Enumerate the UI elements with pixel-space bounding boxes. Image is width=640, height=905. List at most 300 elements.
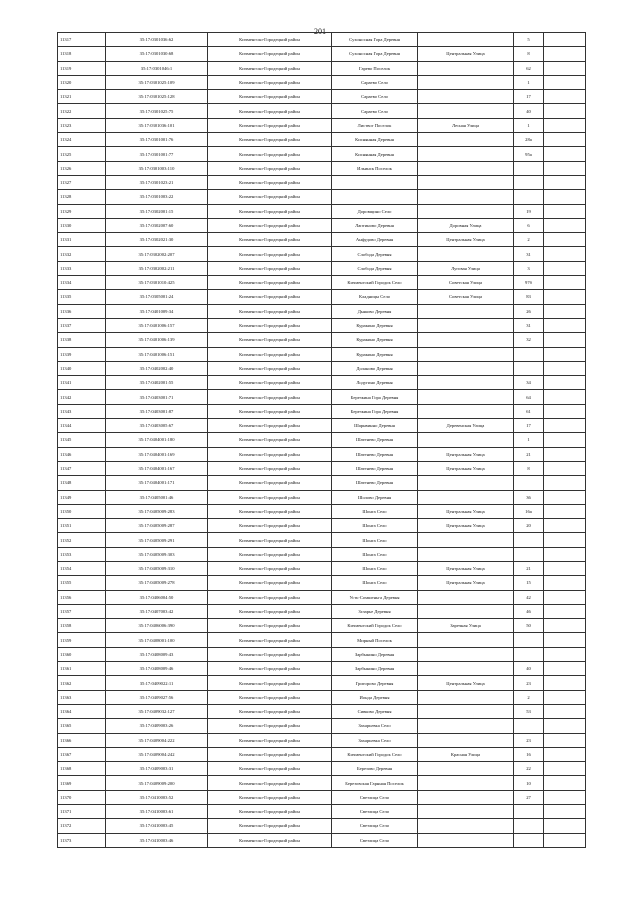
house-number-cell: 40 xyxy=(514,662,544,676)
district-cell: Кичменгско-Городецкий район xyxy=(208,204,332,218)
row-number-cell: 11342 xyxy=(58,390,106,404)
district-cell: Кичменгско-Городецкий район xyxy=(208,504,332,518)
street-cell xyxy=(418,433,514,447)
table-row xyxy=(58,805,586,819)
district-cell: Кичменгско-Городецкий район xyxy=(208,290,332,304)
table-row xyxy=(58,376,586,390)
cadastral-number-cell: 35:17:0402001:55 xyxy=(106,376,208,390)
house-number-cell: 31 xyxy=(514,247,544,261)
table-row xyxy=(58,519,586,533)
house-number-cell: 83 xyxy=(514,290,544,304)
extra-cell xyxy=(544,461,586,475)
street-cell xyxy=(418,690,514,704)
house-number-cell: 97б xyxy=(514,276,544,290)
settlement-cell: Шатенево Деревня xyxy=(332,461,418,475)
house-number-cell: 16а xyxy=(514,504,544,518)
district-cell: Кичменгско-Городецкий район xyxy=(208,33,332,47)
extra-cell xyxy=(544,347,586,361)
settlement-cell: Шатенево Деревня xyxy=(332,447,418,461)
table-row xyxy=(58,147,586,161)
extra-cell xyxy=(544,447,586,461)
street-cell xyxy=(418,633,514,647)
street-cell xyxy=(418,604,514,618)
house-number-cell xyxy=(514,633,544,647)
street-cell xyxy=(418,733,514,747)
table-row xyxy=(58,647,586,661)
settlement-cell: Слобода Деревня xyxy=(332,247,418,261)
extra-cell xyxy=(544,118,586,132)
row-number-cell: 11350 xyxy=(58,504,106,518)
house-number-cell: 2 xyxy=(514,233,544,247)
extra-cell xyxy=(544,576,586,590)
extra-cell xyxy=(544,75,586,89)
table-row xyxy=(58,447,586,461)
house-number-cell xyxy=(514,719,544,733)
cadastral-number-cell: 35:17:0409004:222 xyxy=(106,733,208,747)
table-row xyxy=(58,347,586,361)
street-cell xyxy=(418,762,514,776)
table-row xyxy=(58,476,586,490)
street-cell: Центральная Улица xyxy=(418,519,514,533)
extra-cell xyxy=(544,590,586,604)
row-number-cell: 11327 xyxy=(58,175,106,189)
district-cell: Кичменгско-Городецкий район xyxy=(208,247,332,261)
table-row xyxy=(58,175,586,189)
district-cell: Кичменгско-Городецкий район xyxy=(208,147,332,161)
row-number-cell: 11344 xyxy=(58,419,106,433)
cadastral-number-cell: 35:17:0409032:127 xyxy=(106,704,208,718)
row-number-cell: 11368 xyxy=(58,762,106,776)
settlement-cell: Шонга Село xyxy=(332,561,418,575)
extra-cell xyxy=(544,190,586,204)
extra-cell xyxy=(544,276,586,290)
cadastral-number-cell: 35:17:0404001:180 xyxy=(106,433,208,447)
cadastral-number-cell: 35:17:0302001:15 xyxy=(106,204,208,218)
settlement-cell: Светлица Село xyxy=(332,790,418,804)
table-row xyxy=(58,118,586,132)
house-number-cell: 1 xyxy=(514,75,544,89)
cadastral-number-cell: 35:17:0405009:291 xyxy=(106,533,208,547)
row-number-cell: 11330 xyxy=(58,218,106,232)
house-number-cell: 28а xyxy=(514,133,544,147)
street-cell: Советская Улица xyxy=(418,290,514,304)
settlement-cell: Куракино Деревня xyxy=(332,318,418,332)
district-cell: Кичменгско-Городецкий район xyxy=(208,118,332,132)
house-number-cell: 46 xyxy=(514,604,544,618)
settlement-cell: Дьяково Деревня xyxy=(332,304,418,318)
extra-cell xyxy=(544,33,586,47)
house-number-cell: 26 xyxy=(514,304,544,318)
district-cell: Кичменгско-Городецкий район xyxy=(208,233,332,247)
cadastral-number-cell: 35:17:0405001:46 xyxy=(106,490,208,504)
row-number-cell: 11352 xyxy=(58,533,106,547)
street-cell xyxy=(418,33,514,47)
extra-cell xyxy=(544,47,586,61)
settlement-cell: Зарбынино Деревня xyxy=(332,647,418,661)
table-row xyxy=(58,504,586,518)
settlement-cell: Шонга Село xyxy=(332,504,418,518)
settlement-cell: Усть-Сомшеньга Деревня xyxy=(332,590,418,604)
table-row xyxy=(58,690,586,704)
street-cell: Деревенская Улица xyxy=(418,419,514,433)
table-row xyxy=(58,719,586,733)
extra-cell xyxy=(544,304,586,318)
district-cell: Кичменгско-Городецкий район xyxy=(208,647,332,661)
settlement-cell: Сухоносная Гора Деревня xyxy=(332,47,418,61)
row-number-cell: 11335 xyxy=(58,290,106,304)
district-cell: Кичменгско-Городецкий район xyxy=(208,190,332,204)
row-number-cell: 11325 xyxy=(58,147,106,161)
extra-cell xyxy=(544,833,586,847)
house-number-cell xyxy=(514,361,544,375)
cadastral-number-cell: 35:17:0406006:390 xyxy=(106,619,208,633)
cadastral-number-cell: 35:17:0410003:46 xyxy=(106,833,208,847)
cadastral-number-cell: 35:17:0401006:151 xyxy=(106,347,208,361)
extra-cell xyxy=(544,218,586,232)
district-cell: Кичменгско-Городецкий район xyxy=(208,747,332,761)
cadastral-number-cell: 35:17:0401006:139 xyxy=(106,333,208,347)
extra-cell xyxy=(544,776,586,790)
house-number-cell xyxy=(514,805,544,819)
settlement-cell: Шолово Деревня xyxy=(332,490,418,504)
settlement-cell: Зарбынино Деревня xyxy=(332,662,418,676)
district-cell: Кичменгско-Городецкий район xyxy=(208,218,332,232)
street-cell: Центральная Улица xyxy=(418,676,514,690)
extra-cell xyxy=(544,204,586,218)
house-number-cell: 31 xyxy=(514,318,544,332)
street-cell xyxy=(418,590,514,604)
house-number-cell xyxy=(514,161,544,175)
settlement-cell: Згларье Деревня xyxy=(332,604,418,618)
extra-cell xyxy=(544,762,586,776)
row-number-cell: 11336 xyxy=(58,304,106,318)
row-number-cell: 11369 xyxy=(58,776,106,790)
extra-cell xyxy=(544,805,586,819)
district-cell: Кичменгско-Городецкий район xyxy=(208,819,332,833)
row-number-cell: 11326 xyxy=(58,161,106,175)
cadastral-number-cell: 35:17:0403001:87 xyxy=(106,404,208,418)
cadastral-number-cell: 35:17:0401009:34 xyxy=(106,304,208,318)
table-row xyxy=(58,390,586,404)
street-cell xyxy=(418,75,514,89)
district-cell: Кичменгско-Городецкий район xyxy=(208,361,332,375)
district-cell: Кичменгско-Городецкий район xyxy=(208,490,332,504)
house-number-cell: 15 xyxy=(514,576,544,590)
row-number-cell: 11371 xyxy=(58,805,106,819)
extra-cell xyxy=(544,161,586,175)
page-number: 201 xyxy=(314,27,326,36)
cadastral-number-cell: 35:17:0405009:283 xyxy=(106,504,208,518)
table-row xyxy=(58,819,586,833)
table-row xyxy=(58,161,586,175)
house-number-cell: 17 xyxy=(514,419,544,433)
district-cell: Кичменгско-Городецкий район xyxy=(208,376,332,390)
row-number-cell: 11319 xyxy=(58,61,106,75)
house-number-cell: 19 xyxy=(514,204,544,218)
district-cell: Кичменгско-Городецкий район xyxy=(208,719,332,733)
street-cell xyxy=(418,790,514,804)
district-cell: Кичменгско-Городецкий район xyxy=(208,519,332,533)
row-number-cell: 11343 xyxy=(58,404,106,418)
table-row xyxy=(58,75,586,89)
district-cell: Кичменгско-Городецкий район xyxy=(208,61,332,75)
street-cell xyxy=(418,304,514,318)
extra-cell xyxy=(544,247,586,261)
cadastral-number-cell: 35:17:0410003:61 xyxy=(106,805,208,819)
street-cell xyxy=(418,247,514,261)
cadastral-number-cell: 35:17:0404001:171 xyxy=(106,476,208,490)
extra-cell xyxy=(544,490,586,504)
district-cell: Кичменгско-Городецкий район xyxy=(208,175,332,189)
house-number-cell: 62 xyxy=(514,61,544,75)
cadastral-number-cell: 35:17:0409009:200 xyxy=(106,776,208,790)
district-cell: Кичменгско-Городецкий район xyxy=(208,690,332,704)
settlement-cell: Шатенево Деревня xyxy=(332,433,418,447)
street-cell xyxy=(418,547,514,561)
cadastral-number-cell: 35:17:0401006:157 xyxy=(106,318,208,332)
street-cell xyxy=(418,404,514,418)
cadastral-number-cell: 35:17:0301003:22 xyxy=(106,190,208,204)
row-number-cell: 11360 xyxy=(58,647,106,661)
street-cell xyxy=(418,147,514,161)
extra-cell xyxy=(544,419,586,433)
district-cell: Кичменгско-Городецкий район xyxy=(208,104,332,118)
extra-cell xyxy=(544,533,586,547)
cadastral-number-cell: 35:17:0403001:71 xyxy=(106,390,208,404)
settlement-cell: Шонга Село xyxy=(332,519,418,533)
row-number-cell: 11332 xyxy=(58,247,106,261)
extra-cell xyxy=(544,561,586,575)
table-row xyxy=(58,47,586,61)
extra-cell xyxy=(544,790,586,804)
row-number-cell: 11331 xyxy=(58,233,106,247)
house-number-cell xyxy=(514,547,544,561)
row-number-cell: 11364 xyxy=(58,704,106,718)
district-cell: Кичменгско-Городецкий район xyxy=(208,561,332,575)
table-row xyxy=(58,604,586,618)
row-number-cell: 11338 xyxy=(58,333,106,347)
extra-cell xyxy=(544,175,586,189)
settlement-cell xyxy=(332,190,418,204)
settlement-cell: Шонга Село xyxy=(332,533,418,547)
table-row xyxy=(58,776,586,790)
cadastral-number-cell: 35:17:0301003:110 xyxy=(106,161,208,175)
street-cell xyxy=(418,719,514,733)
cadastral-number-cell: 35:17:0405009:278 xyxy=(106,576,208,590)
settlement-cell: Кичменгский Городок Село xyxy=(332,619,418,633)
cadastral-number-cell: 35:17:0301010:425 xyxy=(106,276,208,290)
settlement-cell: Киснянная Деревня xyxy=(332,133,418,147)
settlement-cell: Шатенево Деревня xyxy=(332,476,418,490)
cadastral-number-cell: 35:17:0302002:211 xyxy=(106,261,208,275)
extra-cell xyxy=(544,361,586,375)
extra-cell xyxy=(544,504,586,518)
table-row xyxy=(58,90,586,104)
house-number-cell: 2 xyxy=(514,690,544,704)
table-row xyxy=(58,561,586,575)
table-row xyxy=(58,276,586,290)
house-number-cell xyxy=(514,347,544,361)
extra-cell xyxy=(544,147,586,161)
extra-cell xyxy=(544,519,586,533)
street-cell xyxy=(418,161,514,175)
extra-cell xyxy=(544,547,586,561)
district-cell: Кичменгско-Городецкий район xyxy=(208,633,332,647)
cadastral-number-cell: 35:17:0302002:207 xyxy=(106,247,208,261)
settlement-cell: Светлица Село xyxy=(332,805,418,819)
district-cell: Кичменгско-Городецкий район xyxy=(208,461,332,475)
street-cell xyxy=(418,104,514,118)
extra-cell xyxy=(544,104,586,118)
cadastral-number-cell: 35:17:0410003:45 xyxy=(106,819,208,833)
street-cell xyxy=(418,819,514,833)
cadastral-number-cell: 35:17:0409027:56 xyxy=(106,690,208,704)
row-number-cell: 11363 xyxy=(58,690,106,704)
row-number-cell: 11318 xyxy=(58,47,106,61)
row-number-cell: 11333 xyxy=(58,261,106,275)
row-number-cell: 11356 xyxy=(58,590,106,604)
house-number-cell xyxy=(514,190,544,204)
house-number-cell: 17 xyxy=(514,90,544,104)
table-row xyxy=(58,61,586,75)
table-row xyxy=(58,204,586,218)
row-number-cell: 11366 xyxy=(58,733,106,747)
street-cell xyxy=(418,61,514,75)
row-number-cell: 11357 xyxy=(58,604,106,618)
street-cell xyxy=(418,647,514,661)
cadastral-number-cell: 35:17:0301036:62 xyxy=(106,33,208,47)
table-body xyxy=(58,33,586,848)
row-number-cell: 11329 xyxy=(58,204,106,218)
row-number-cell: 11359 xyxy=(58,633,106,647)
district-cell: Кичменгско-Городецкий район xyxy=(208,161,332,175)
street-cell xyxy=(418,90,514,104)
row-number-cell: 11334 xyxy=(58,276,106,290)
settlement-cell: Светлица Село xyxy=(332,833,418,847)
row-number-cell: 11340 xyxy=(58,361,106,375)
district-cell: Кичменгско-Городецкий район xyxy=(208,776,332,790)
street-cell xyxy=(418,805,514,819)
settlement-cell: Сараево Село xyxy=(332,90,418,104)
table-row xyxy=(58,704,586,718)
extra-cell xyxy=(544,747,586,761)
house-number-cell: 95а xyxy=(514,147,544,161)
house-number-cell: 42 xyxy=(514,590,544,604)
table-row xyxy=(58,461,586,475)
street-cell: Доровная Улица xyxy=(418,218,514,232)
extra-cell xyxy=(544,233,586,247)
settlement-cell: Лодугино Деревня xyxy=(332,376,418,390)
street-cell: Центральная Улица xyxy=(418,233,514,247)
row-number-cell: 11351 xyxy=(58,519,106,533)
cadastral-number-cell: 35:17:0301023:21 xyxy=(106,175,208,189)
cadastral-number-cell: 35:17:0404001:167 xyxy=(106,461,208,475)
settlement-cell: Слобода Деревня xyxy=(332,261,418,275)
house-number-cell: 10 xyxy=(514,776,544,790)
district-cell: Кичменгско-Городецкий район xyxy=(208,433,332,447)
district-cell: Кичменгско-Городецкий район xyxy=(208,590,332,604)
cadastral-number-cell: 35:17:0301025:75 xyxy=(106,104,208,118)
cadastral-number-cell: 35:17:0405009:303 xyxy=(106,547,208,561)
district-cell: Кичменгско-Городецкий район xyxy=(208,75,332,89)
cadastral-number-cell: 35:17:0409022:11 xyxy=(106,676,208,690)
extra-cell xyxy=(544,433,586,447)
settlement-cell: Березкина Гора Деревня xyxy=(332,404,418,418)
street-cell xyxy=(418,490,514,504)
street-cell: Красная Улица xyxy=(418,747,514,761)
house-number-cell: 23 xyxy=(514,733,544,747)
extra-cell xyxy=(544,662,586,676)
row-number-cell: 11324 xyxy=(58,133,106,147)
house-number-cell xyxy=(514,533,544,547)
house-number-cell: 23 xyxy=(514,676,544,690)
extra-cell xyxy=(544,733,586,747)
street-cell: Центральная Улица xyxy=(418,447,514,461)
table-row xyxy=(58,433,586,447)
extra-cell xyxy=(544,404,586,418)
settlement-cell: Кичменгский Городок Село xyxy=(332,276,418,290)
district-cell: Кичменгско-Городецкий район xyxy=(208,133,332,147)
cadastral-number-cell: 35:17:0305001:24 xyxy=(106,290,208,304)
house-number-cell: 36 xyxy=(514,490,544,504)
settlement-cell: Лаптиново Деревня xyxy=(332,218,418,232)
extra-cell xyxy=(544,633,586,647)
extra-cell xyxy=(544,690,586,704)
settlement-cell: Григорово Деревня xyxy=(332,676,418,690)
district-cell: Кичменгско-Городецкий район xyxy=(208,533,332,547)
cadastral-number-cell: 35:17:0409003:31 xyxy=(106,762,208,776)
street-cell xyxy=(418,333,514,347)
settlement-cell: Сухоносная Гора Деревня xyxy=(332,33,418,47)
extra-cell xyxy=(544,390,586,404)
settlement-cell: Куракино Деревня xyxy=(332,347,418,361)
settlement-cell: Березовская Гарнная Поселок xyxy=(332,776,418,790)
district-cell: Кичменгско-Городецкий район xyxy=(208,390,332,404)
district-cell: Кичменгско-Городецкий район xyxy=(208,604,332,618)
settlement-cell: Куракино Деревня xyxy=(332,333,418,347)
row-number-cell: 11341 xyxy=(58,376,106,390)
settlement-cell: Гарево Поселок xyxy=(332,61,418,75)
extra-cell xyxy=(544,90,586,104)
table-row xyxy=(58,233,586,247)
extra-cell xyxy=(544,604,586,618)
settlement-cell: Шарнвинно Деревня xyxy=(332,419,418,433)
house-number-cell xyxy=(514,819,544,833)
cadastral-number-cell: 35:17:0301025:128 xyxy=(106,90,208,104)
table-row xyxy=(58,833,586,847)
table-row xyxy=(58,662,586,676)
district-cell: Кичменгско-Городецкий район xyxy=(208,447,332,461)
street-cell xyxy=(418,376,514,390)
row-number-cell: 11320 xyxy=(58,75,106,89)
table-row xyxy=(58,104,586,118)
district-cell: Кичменгско-Городецкий район xyxy=(208,476,332,490)
street-cell xyxy=(418,318,514,332)
settlement-cell: Шонга Село xyxy=(332,547,418,561)
house-number-cell: 8 xyxy=(514,47,544,61)
cadastral-number-cell: 35:17:0408009:46 xyxy=(106,662,208,676)
extra-cell xyxy=(544,647,586,661)
cadastral-number-cell: 35:17:0301046:1 xyxy=(106,61,208,75)
street-cell xyxy=(418,476,514,490)
district-cell: Кичменгско-Городецкий район xyxy=(208,419,332,433)
district-cell: Кичменгско-Городецкий район xyxy=(208,733,332,747)
district-cell: Кичменгско-Городецкий район xyxy=(208,676,332,690)
extra-cell xyxy=(544,333,586,347)
cadastral-number-cell: 35:17:0407003:42 xyxy=(106,604,208,618)
house-number-cell: 1 xyxy=(514,118,544,132)
row-number-cell: 11370 xyxy=(58,790,106,804)
